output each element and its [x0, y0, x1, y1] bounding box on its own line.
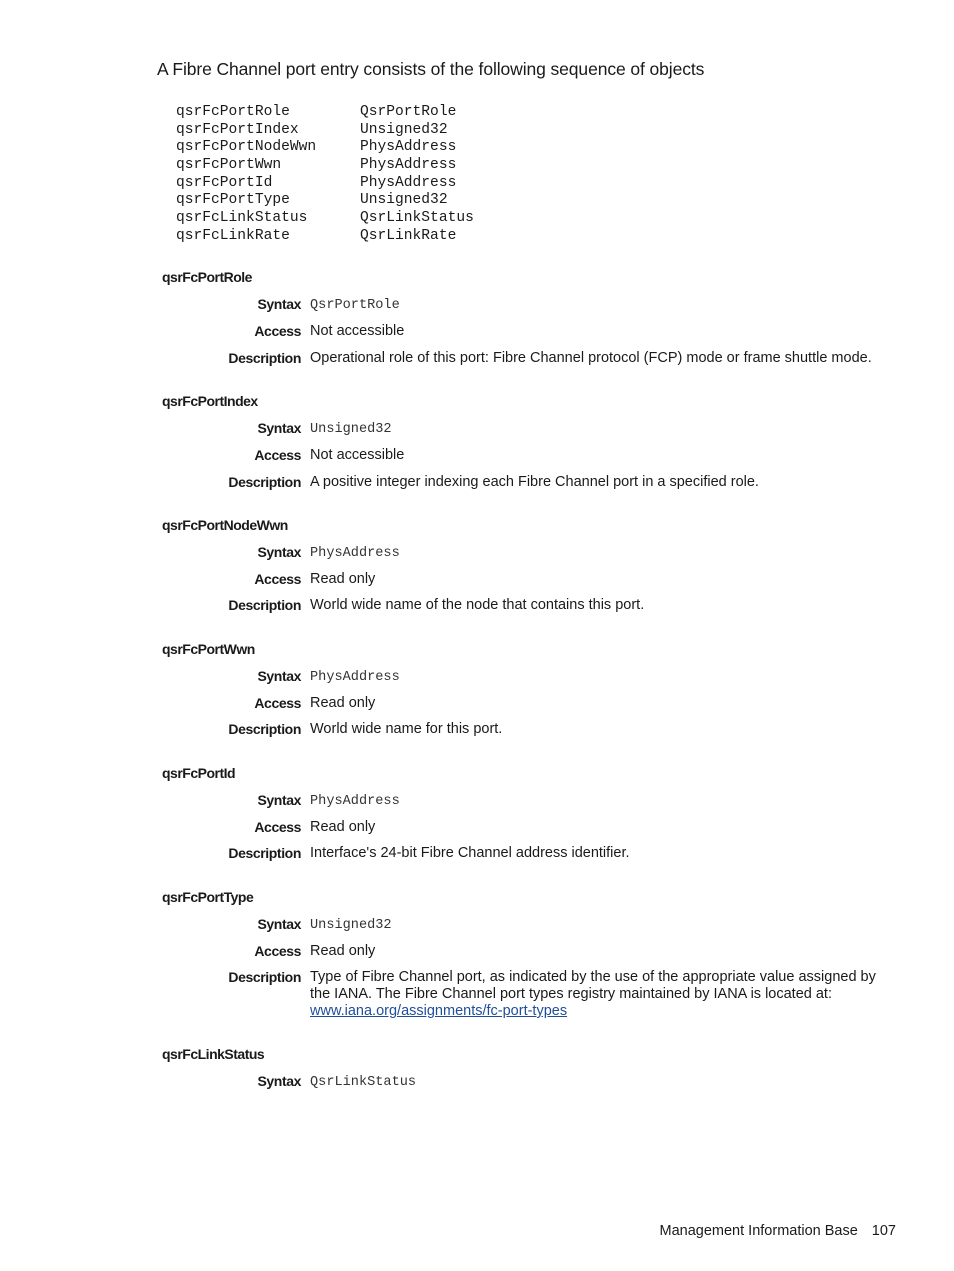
access-value: Read only: [310, 819, 376, 835]
description-label: Description: [228, 845, 301, 861]
description-value: World wide name of the node that contains this port.: [310, 597, 645, 613]
sequence-row: [176, 175, 474, 193]
sequence-object-name: qsrFcPortRole: [176, 104, 290, 120]
access-label: Access: [254, 943, 301, 959]
syntax-label: Syntax: [257, 1073, 301, 1089]
intro-text: A Fibre Channel port entry consists of the following sequence of objects: [157, 59, 705, 79]
access-label: Access: [254, 695, 301, 711]
syntax-value: QsrPortRole: [310, 298, 400, 313]
object-title: qsrFcPortNodeWwn: [162, 517, 288, 533]
syntax-label: Syntax: [257, 296, 301, 312]
syntax-value: PhysAddress: [310, 670, 400, 685]
description-text: Type of Fibre Channel port, as indicated by the use of the appropriate value assigned by the IANA. The Fibre Channel port types registry maintained by IANA is located at:: [310, 969, 876, 1002]
description-label: Description: [228, 474, 301, 490]
syntax-value: Unsigned32: [310, 918, 392, 933]
sequence-object-type: QsrLinkStatus: [360, 210, 474, 227]
access-value: Not accessible: [310, 323, 405, 339]
syntax-label: Syntax: [257, 420, 301, 436]
syntax-value: PhysAddress: [310, 794, 400, 809]
object-sequence-list: [176, 104, 474, 246]
sequence-object-name: qsrFcPortId: [176, 174, 273, 191]
object-title: qsrFcPortRole: [162, 269, 252, 285]
footer-section-title: Management Information Base: [659, 1223, 858, 1239]
syntax-label: Syntax: [257, 916, 301, 932]
access-value: Read only: [310, 695, 376, 711]
access-label: Access: [254, 819, 301, 835]
sequence-object-type: PhysAddress: [360, 174, 457, 191]
object-title: qsrFcLinkStatus: [162, 1046, 265, 1062]
object-title: qsrFcPortType: [162, 889, 254, 905]
page-footer: [660, 1223, 896, 1239]
sequence-row: [176, 210, 474, 228]
sequence-object-name: qsrFcPortNodeWwn: [176, 139, 317, 156]
sequence-row: [176, 192, 474, 210]
description-value: Operational role of this port: Fibre Channel protocol (FCP) mode or frame shuttle mode.: [310, 350, 872, 366]
access-value: Read only: [310, 943, 376, 959]
sequence-object-name: qsrFcPortIndex: [176, 121, 299, 138]
access-label: Access: [254, 571, 301, 587]
sequence-object-type: PhysAddress: [360, 157, 457, 174]
sequence-object-type: QsrPortRole: [360, 104, 457, 120]
description-label: Description: [228, 969, 301, 985]
sequence-row: [176, 228, 474, 246]
description-value: A positive integer indexing each Fibre Channel port in a specified role.: [310, 474, 759, 490]
sequence-row: [176, 139, 474, 157]
sequence-object-type: Unsigned32: [360, 121, 448, 138]
description-label: Description: [228, 350, 301, 366]
sequence-object-name: qsrFcPortWwn: [176, 157, 282, 174]
syntax-value: PhysAddress: [310, 546, 400, 561]
page-number: 107: [871, 1223, 896, 1239]
syntax-label: Syntax: [257, 792, 301, 808]
sequence-object-name: qsrFcLinkRate: [176, 227, 290, 244]
description-value: [310, 969, 900, 1020]
syntax-value: Unsigned32: [310, 422, 392, 437]
iana-registry-link[interactable]: www.iana.org/assignments/fc-port-types: [310, 1003, 568, 1019]
object-title: qsrFcPortId: [162, 765, 236, 781]
access-label: Access: [254, 323, 301, 339]
sequence-object-type: PhysAddress: [360, 139, 457, 156]
description-label: Description: [228, 721, 301, 737]
syntax-label: Syntax: [257, 668, 301, 684]
access-value: Read only: [310, 571, 376, 587]
object-title: qsrFcPortIndex: [162, 393, 258, 409]
sequence-row: [176, 157, 474, 175]
sequence-object-type: Unsigned32: [360, 192, 448, 209]
access-value: Not accessible: [310, 447, 405, 463]
sequence-row: [176, 122, 474, 140]
access-label: Access: [254, 447, 301, 463]
sequence-object-type: QsrLinkRate: [360, 227, 457, 244]
sequence-object-name: qsrFcPortType: [176, 192, 290, 209]
description-value: World wide name for this port.: [310, 721, 503, 737]
sequence-row: [176, 104, 474, 122]
object-title: qsrFcPortWwn: [162, 641, 255, 657]
syntax-label: Syntax: [257, 544, 301, 560]
sequence-object-name: qsrFcLinkStatus: [176, 210, 308, 227]
syntax-value: QsrLinkStatus: [310, 1075, 417, 1090]
description-value: Interface's 24-bit Fibre Channel address identifier.: [310, 845, 630, 861]
description-label: Description: [228, 597, 301, 613]
